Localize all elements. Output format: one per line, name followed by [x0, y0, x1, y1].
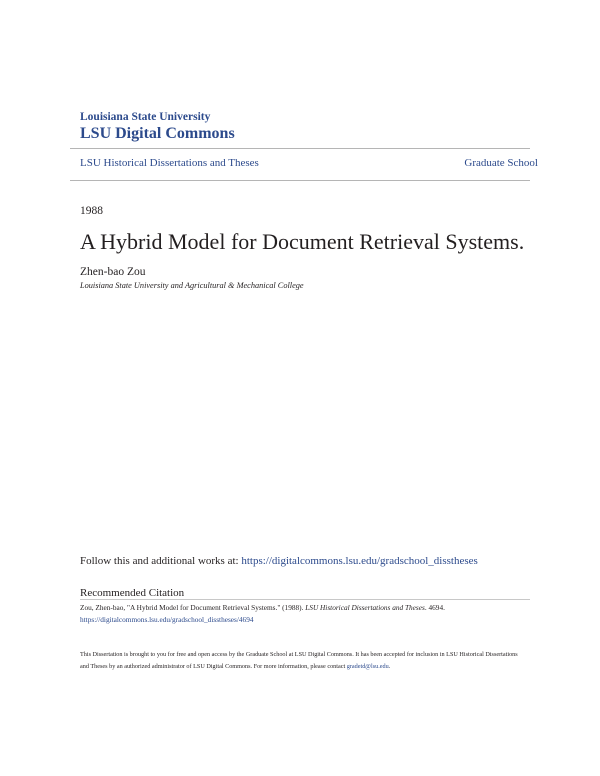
citation-number: . 4694. [424, 603, 445, 612]
citation-text: Zou, Zhen-bao, "A Hybrid Model for Document Retrieval Systems." (1988). [80, 603, 306, 612]
repository-logo[interactable] [80, 111, 235, 143]
follow-link[interactable]: https://digitalcommons.lsu.edu/gradschool_disstheses [241, 555, 478, 567]
collection-link[interactable]: LSU Historical Dissertations and Theses [80, 157, 259, 169]
citation-block [80, 602, 445, 626]
author-name: Zhen-bao Zou [80, 266, 146, 278]
document-title: A Hybrid Model for Document Retrieval Systems. [80, 229, 525, 254]
publication-year: 1988 [80, 205, 103, 217]
citation-series: LSU Historical Dissertations and Theses [305, 603, 425, 612]
top-divider [70, 148, 530, 149]
notice-text: This Dissertation is brought to you for free and open access by the Graduate School at LSU Digital Commons. It has been accepted for inclusion in LSU Historical Dissertations and Theses by an authorized administrator of LSU Digital Commons. For more information, please contact [80, 651, 518, 670]
notice-end: . [388, 662, 391, 670]
citation-divider [80, 599, 530, 600]
university-name: Louisiana State University [80, 111, 211, 123]
follow-label: Follow this and additional works at: [80, 555, 242, 567]
citation-heading: Recommended Citation [80, 587, 185, 599]
graduate-school-link[interactable]: Graduate School [464, 157, 538, 169]
citation-link[interactable]: https://digitalcommons.lsu.edu/gradschool_disstheses/4694 [80, 615, 254, 624]
access-notice [80, 649, 525, 672]
contact-email-link[interactable]: gradetd@lsu.edu [346, 662, 389, 670]
repository-name: LSU Digital Commons [80, 125, 235, 142]
author-affiliation: Louisiana State University and Agricultural & Mechanical College [80, 281, 304, 290]
follow-line [80, 555, 478, 567]
nav-divider [70, 180, 530, 181]
